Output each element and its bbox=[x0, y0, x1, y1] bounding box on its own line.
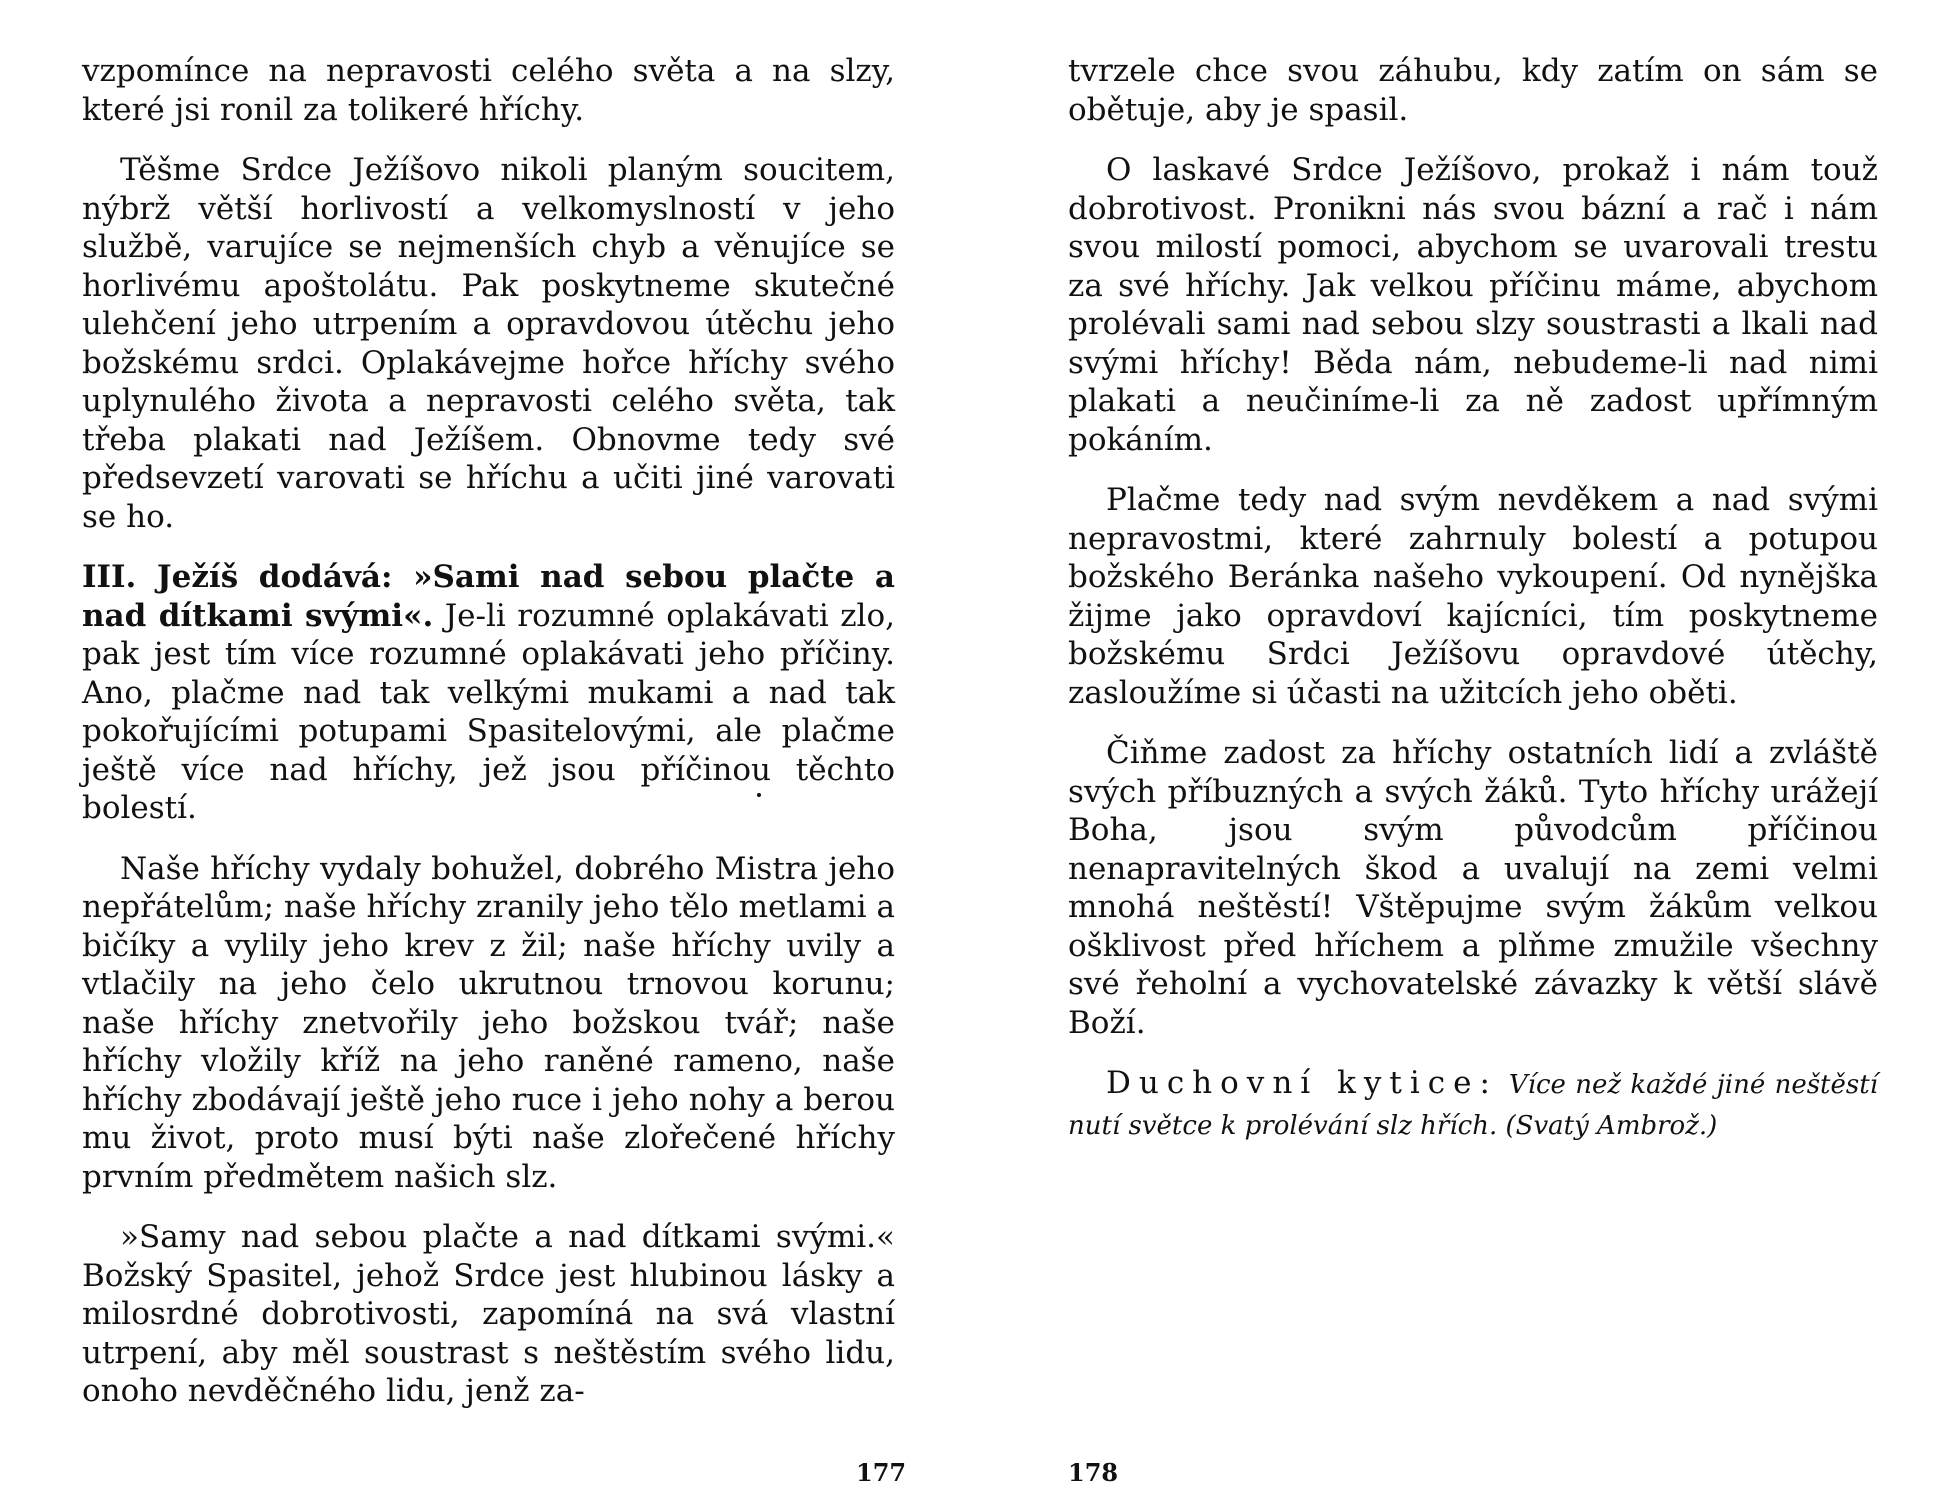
right-page bbox=[973, 0, 1946, 1500]
paragraph: Těšme Srdce Ježíšovo nikoli planým soucitem, nýbrž větší horlivostí a velkomyslností v jeho službě, varujíce se nejmenších chyb a věnujíce se horlivému apoštolátu. Pak poskytneme skutečné ulehčení jeho utrpením a opravdovou útěchu jeho božskému srdci. Oplakávejme hořce hříchy svého uplynulého života a nepravosti celého světa, tak třeba plakati nad Ježíšem. Obnovme tedy své předsevzetí varovati se hříchu a učiti jiné varovati se ho. bbox=[82, 152, 895, 535]
paragraph: Plačme tedy nad svým nevděkem a nad svými nepravostmi, které zahrnuly bolestí a potupou božského Beránka našeho vykoupení. Od nynějška žijme jako opravdoví kajícníci, tím poskytneme božskému Srdci Ježíšovu opravdové útěchy, zasloužíme si účasti na užitcích jeho oběti. bbox=[1068, 482, 1878, 711]
bouquet-label: Duchovní kytice: bbox=[1106, 1065, 1498, 1101]
paragraph: O laskavé Srdce Ježíšovo, prokaž i nám touž dobrotivost. Pronikni nás svou bázní a rač i nám svou milostí pomoci, abychom se uvarovali trestu za své hříchy. Jak velkou příčinu máme, abychom prolévali sami nad sebou slzy soustrasti a lkali nad svými hříchy! Běda nám, nebudeme-li nad nimi plakati a neučiníme-li za ně zadost upřímným pokáním. bbox=[1068, 152, 1878, 458]
bouquet-quote: Více než každé jiné neštěstí nutí světce k prolévání slz hřích. (Svatý Ambrož.) bbox=[1068, 1070, 1878, 1141]
page-number: 177 bbox=[856, 1458, 907, 1487]
section-text: Je-li rozumné oplakávati zlo, pak jest tím více rozumné oplakávati jeho příčiny. Ano, plačme nad tak velkými mukami a nad tak pokořujícími potupami Spasitelovými, ale plačme ještě více nad hříchy, jež jsou příčinou těchto bolestí. bbox=[82, 597, 895, 826]
section-heading: III. Ježíš dodává: »Sami nad sebou plačte a nad dítkami svými«. bbox=[82, 559, 895, 634]
left-text-column bbox=[82, 52, 895, 1433]
section-paragraph bbox=[82, 558, 895, 828]
paragraph: Naše hříchy vydaly bohužel, dobrého Mistra jeho nepřátelům; naše hříchy zranily jeho tělo metlami a bičíky a vylily jeho krev z žil; naše hříchy uvily a vtlačily na jeho čelo ukrutnou trnovou korunu; naše hříchy znetvořily jeho božskou tvář; naše hříchy vložily kříž na jeho raněné rameno, naše hříchy zbodávají ještě jeho ruce i jeho nohy a berou mu život, proto musí býti naše zlořečené hříchy prvním předmětem našich slz. bbox=[82, 850, 895, 1195]
right-text-column bbox=[1068, 52, 1878, 1167]
stray-dot bbox=[757, 793, 761, 797]
spiritual-bouquet bbox=[1068, 1064, 1878, 1145]
paragraph: vzpomínce na nepravosti celého světa a na slzy, které jsi ronil za tolikeré hříchy. bbox=[82, 53, 895, 128]
paragraph: »Samy nad sebou plačte a nad dítkami svými.« Božský Spasitel, jehož Srdce jest hlubinou lásky a milosrdné dobrotivosti, zapomíná na svá vlastní utrpení, aby měl soustrast s neštěstím svého lidu, onoho nevděčného lidu, jenž za- bbox=[82, 1219, 895, 1409]
paragraph: tvrzele chce svou záhubu, kdy zatím on sám se obětuje, aby je spasil. bbox=[1068, 53, 1878, 128]
page-number: 178 bbox=[1068, 1458, 1119, 1487]
paragraph: Čiňme zadost za hříchy ostatních lidí a zvláště svých příbuzných a svých žáků. Tyto hříchy urážejí Boha, jsou svým původcům příčinou nenapravitelných škod a uvalují na zemi velmi mnohá neštěstí! Vštěpujme svým žákům velkou ošklivost před hříchem a plňme zmužile všechny své řeholní a vychovatelské závazky k větší slávě Boží. bbox=[1068, 735, 1878, 1041]
